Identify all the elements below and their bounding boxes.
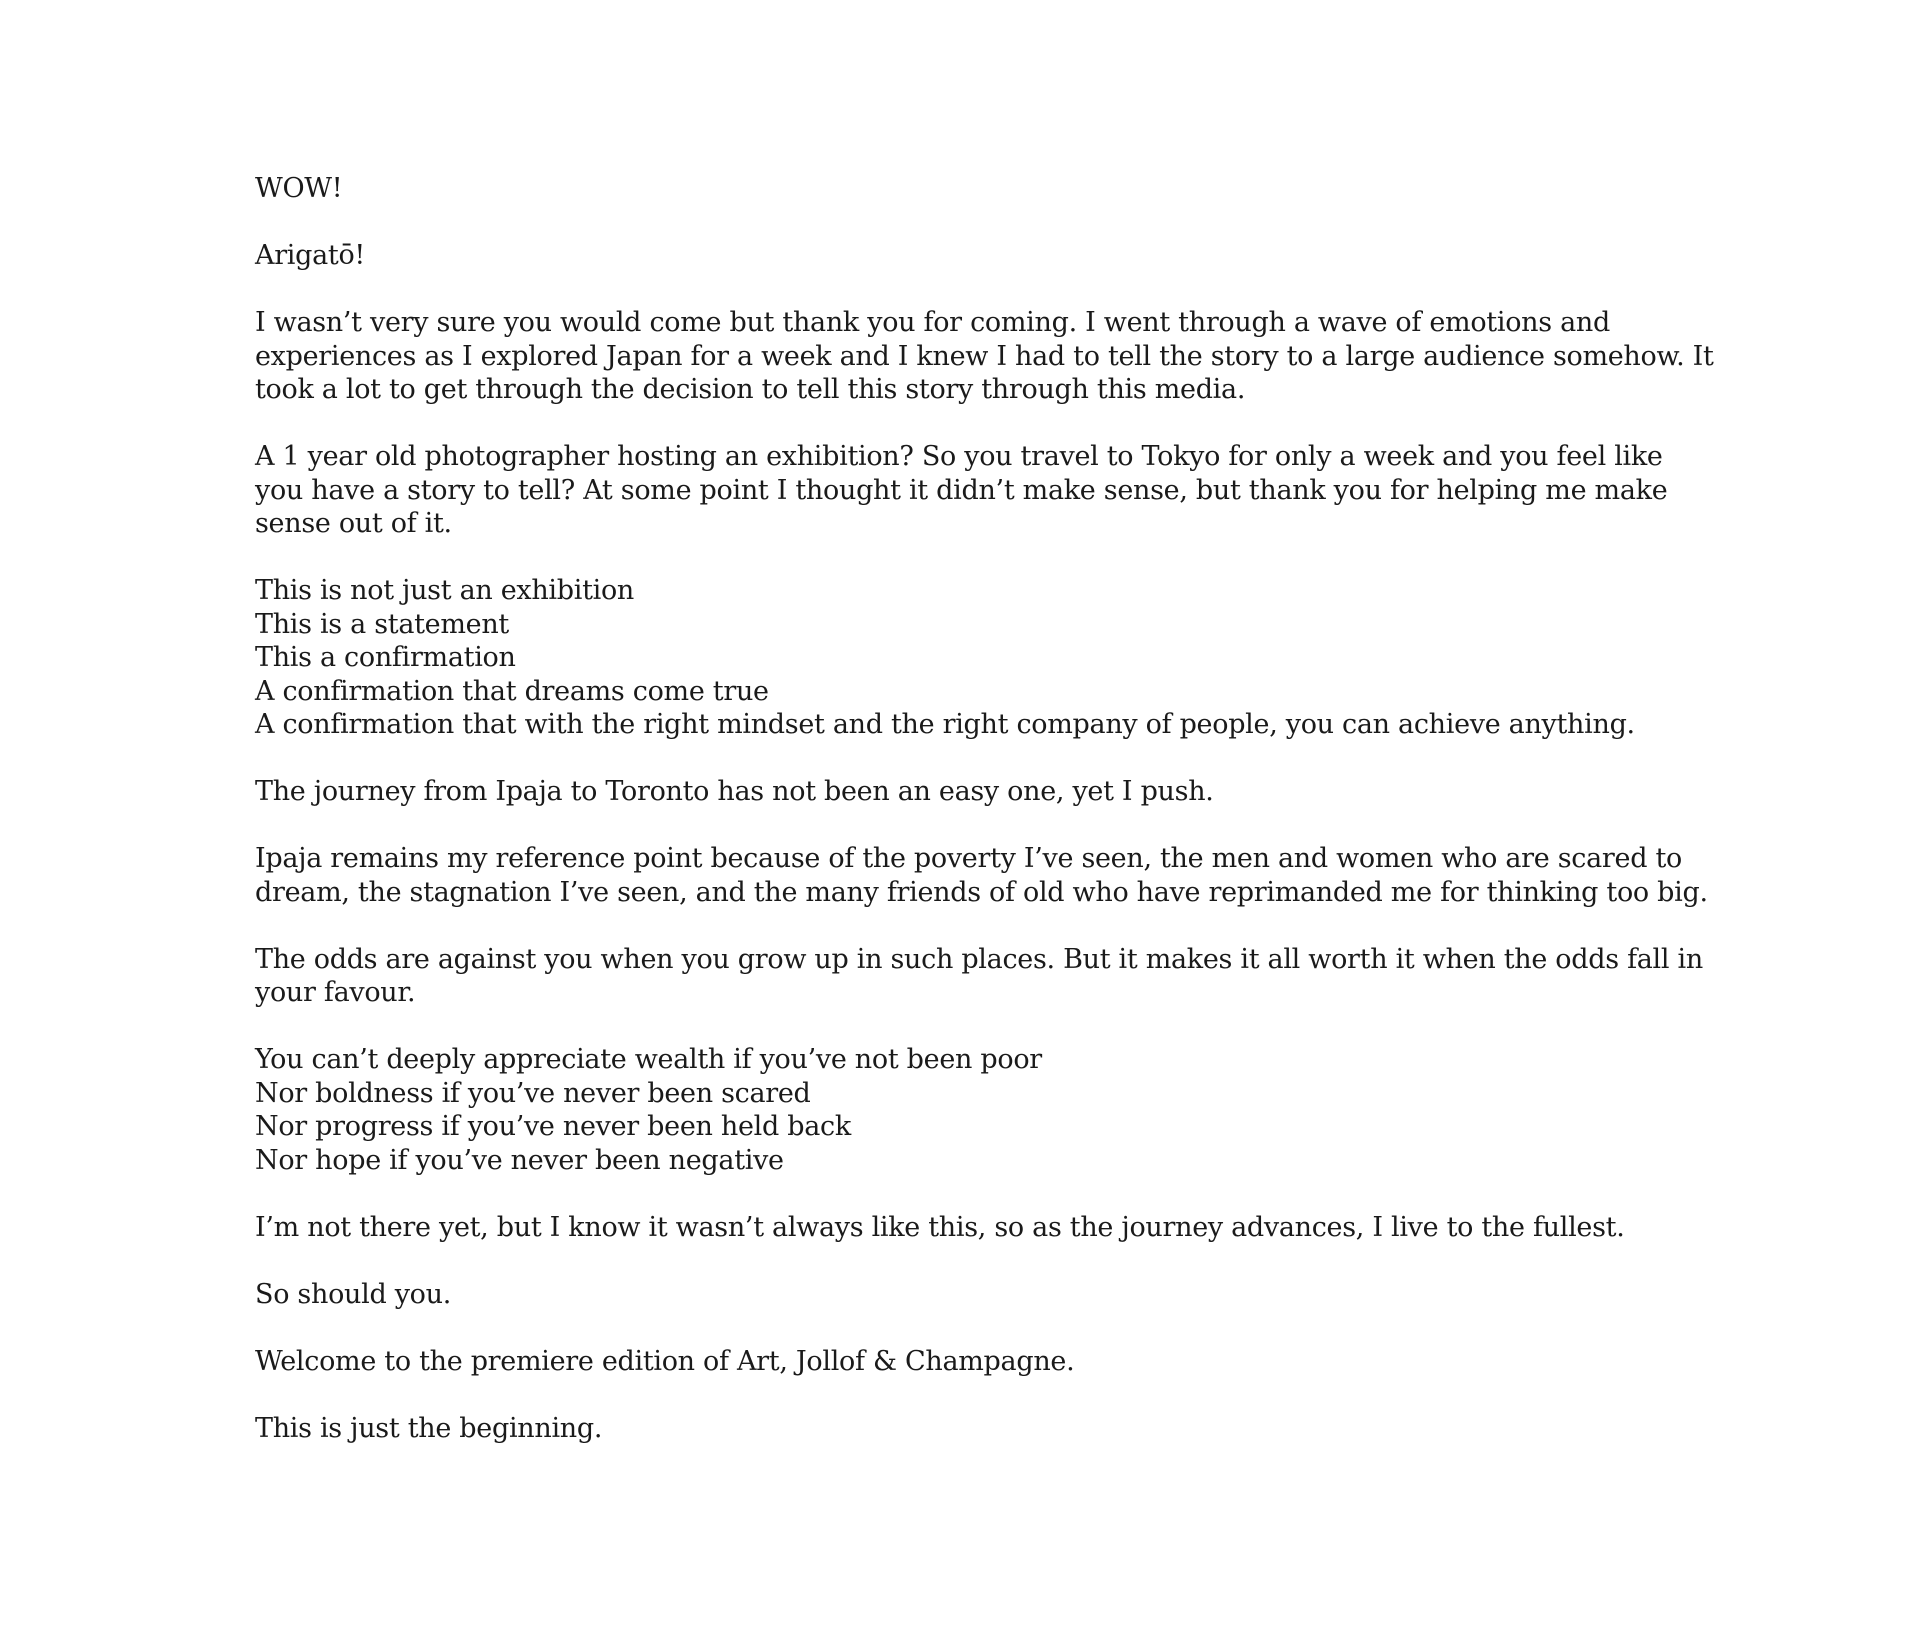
paragraph-thank-you: I wasn’t very sure you would come but thank you for coming. I went through a wave of emotions and experiences as I explored Japan for a week and I knew I had to tell the story to a large audience somehow. It took a lot to get through the decision to tell this story through this media. bbox=[255, 307, 1714, 405]
paragraph-journey: The journey from Ipaja to Toronto has not been an easy one, yet I push. bbox=[255, 776, 1214, 807]
greeting-arigato: Arigatō! bbox=[255, 240, 365, 271]
paragraph-photographer: A 1 year old photographer hosting an exhibition? So you travel to Tokyo for only a week and you feel like you have a story to tell? At some point I thought it didn’t make sense, but thank you for helping me make sense out of it. bbox=[255, 441, 1668, 539]
letter-body bbox=[255, 172, 1715, 1445]
paragraph-so-should-you: So should you. bbox=[255, 1278, 452, 1310]
paragraph-appreciation-list: You can’t deeply appreciate wealth if you’ve not been poor Nor boldness if you’ve never been scared Nor progress if you’ve never been held back Nor hope if you’ve never been negative bbox=[255, 1044, 1042, 1176]
paragraph-welcome: Welcome to the premiere edition of Art, Jollof & Champagne. bbox=[255, 1345, 1075, 1377]
paragraph-not-there-yet: I’m not there yet, but I know it wasn’t always like this, so as the journey advances, I live to the fullest. bbox=[255, 1211, 1625, 1243]
greeting-wow: WOW! bbox=[255, 173, 343, 204]
paragraph-statement-list: This is not just an exhibition This is a statement This a confirmation A confirmation that dreams come true A confirmation that with the right mindset and the right company of people, you can achieve anything. bbox=[255, 575, 1635, 740]
paragraph-beginning: This is just the beginning. bbox=[255, 1412, 603, 1444]
paragraph-odds: The odds are against you when you grow up in such places. But it makes it all worth it when the odds fall in your favour. bbox=[255, 943, 1703, 1008]
paragraph-ipaja: Ipaja remains my reference point because of the poverty I’ve seen, the men and women who are scared to dream, the stagnation I’ve seen, and the many friends of old who have reprimanded me for thinking too big. bbox=[255, 843, 1708, 908]
